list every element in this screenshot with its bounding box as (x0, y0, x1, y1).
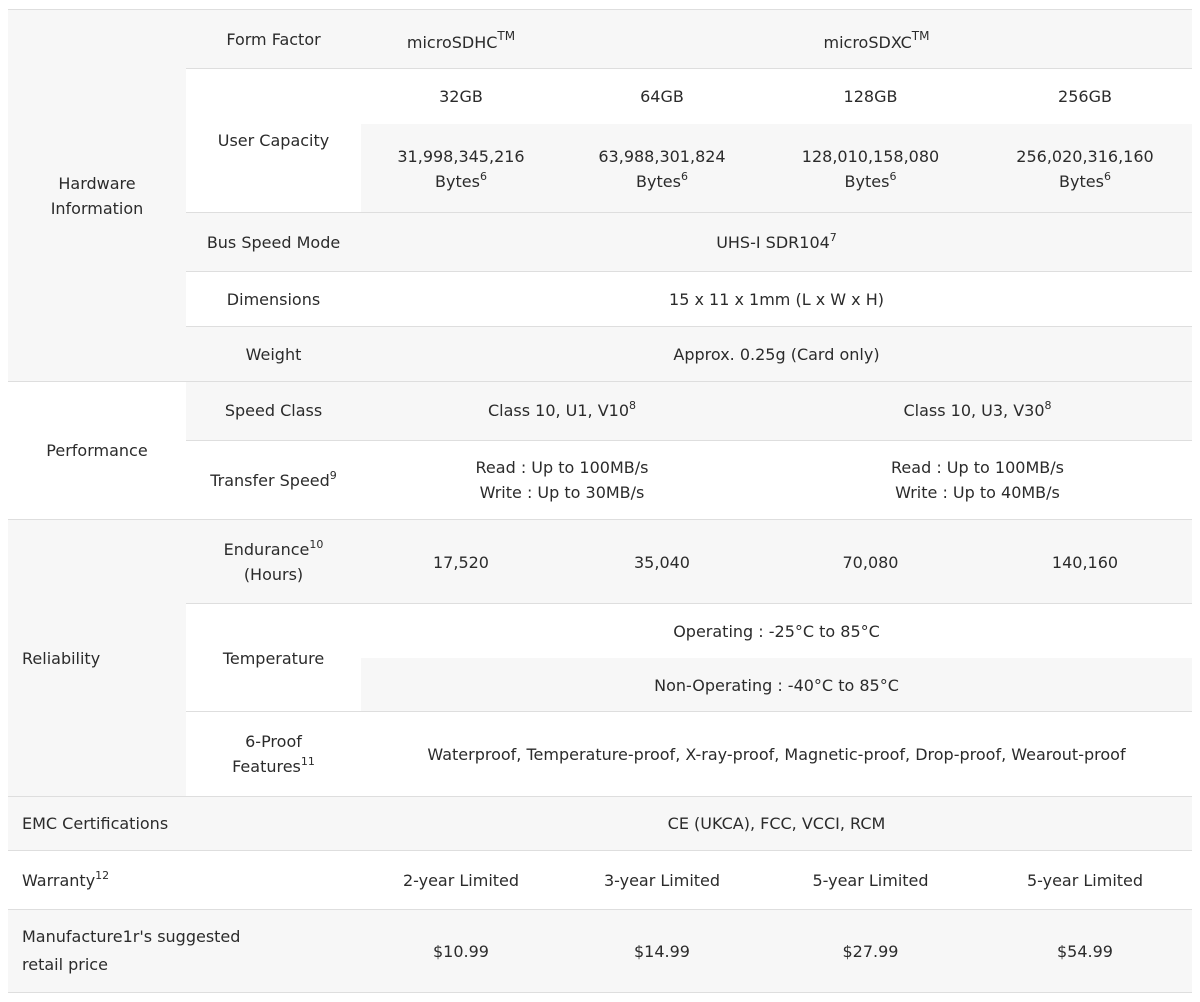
category-performance (8, 381, 186, 520)
capacity-size: 32GB (361, 69, 561, 124)
category-label: Hardware Information (50, 173, 144, 218)
form-factor-microsdhc: microSDHC™ (361, 10, 561, 69)
row-divider (8, 850, 1192, 851)
category-emc-certifications (8, 796, 361, 851)
row-label-user-capacity: User Capacity (186, 69, 361, 213)
price-value: $54.99 (978, 910, 1192, 992)
category-label: EMC Certifications (22, 814, 169, 833)
row-divider (186, 271, 1192, 272)
transfer-speed-microsdxc: Read : Up to 100MB/s Write : Up to 40MB/s (763, 440, 1192, 520)
warranty-value: 2-year Limited (361, 851, 561, 910)
row-divider (186, 326, 1192, 327)
category-label: Manufacture1r's suggested retail price (22, 927, 241, 974)
row-label-weight: Weight (186, 327, 361, 381)
row-divider (8, 519, 1192, 520)
row-label-temperature: Temperature (186, 604, 361, 712)
row-label-speed-class: Speed Class (186, 381, 361, 440)
row-divider (8, 796, 1192, 797)
emc-certifications-value: CE (UKCA), FCC, VCCI, RCM (361, 796, 1192, 851)
row-divider (186, 212, 1192, 213)
row-label-endurance: Endurance$^{10}$ (Hours) (186, 520, 361, 604)
warranty-value: 5-year Limited (763, 851, 978, 910)
price-value: $14.99 (561, 910, 763, 992)
category-reliability (8, 520, 186, 796)
category-label: Performance (46, 441, 148, 460)
row-divider (186, 603, 1192, 604)
form-factor-microsdxc: microSDXC™ (561, 10, 1192, 69)
row-label-6-proof-features: 6-Proof Features$^{11}$ (186, 712, 361, 796)
endurance-value: 140,160 (978, 520, 1192, 604)
capacity-bytes: 256,020,316,160 Bytes$^6$ (978, 124, 1192, 213)
speed-class-microsdxc: Class 10, U3, $V30^8$ (763, 381, 1192, 440)
category-warranty (8, 851, 361, 910)
weight-value: Approx. 0.25g (Card only) (361, 327, 1192, 381)
category-label: Reliability (22, 648, 101, 668)
row-label-bus-speed-mode: Bus Speed Mode (186, 213, 361, 272)
category-label: Warranty$^{12}$ (22, 869, 110, 890)
row-label-form-factor: Form Factor (186, 10, 361, 69)
category-suggested-retail-price (8, 910, 361, 992)
transfer-speed-microsdhc: Read : Up to 100MB/s Write : Up to 30MB/s (361, 440, 763, 520)
row-divider (186, 440, 1192, 441)
dimensions-value: 15 x 11 x 1mm (L x W x H) (361, 272, 1192, 327)
row-divider (8, 992, 1192, 993)
trademark-mark: TM (911, 29, 930, 43)
row-label-transfer-speed: Transfer Speed$^9$ (186, 440, 361, 520)
temperature-non-operating: Non-Operating : -40°C to 85°C (361, 658, 1192, 712)
capacity-size: 64GB (561, 69, 763, 124)
row-divider (8, 909, 1192, 910)
endurance-value: 35,040 (561, 520, 763, 604)
row-divider (8, 9, 1192, 10)
speed-class-microsdhc: Class 10, U1, $V10^8$ (361, 381, 763, 440)
category-hardware-information (8, 10, 186, 381)
capacity-size: 128GB (763, 69, 978, 124)
row-divider (186, 711, 1192, 712)
price-value: $27.99 (763, 910, 978, 992)
trademark-mark: TM (497, 29, 516, 43)
warranty-value: 3-year Limited (561, 851, 763, 910)
endurance-value: 70,080 (763, 520, 978, 604)
capacity-bytes: 63,988,301,824 Bytes$^6$ (561, 124, 763, 213)
capacity-size: 256GB (978, 69, 1192, 124)
endurance-value: 17,520 (361, 520, 561, 604)
bus-speed-value: UHS-I $SDR104^7$ (361, 213, 1192, 272)
row-label-dimensions: Dimensions (186, 272, 361, 327)
price-value: $10.99 (361, 910, 561, 992)
capacity-bytes: 31,998,345,216 Bytes$^6$ (361, 124, 561, 213)
row-divider (186, 68, 1192, 69)
row-divider (8, 381, 1192, 382)
temperature-operating: Operating : -25°C to 85°C (361, 604, 1192, 658)
capacity-bytes: 128,010,158,080 Bytes$^6$ (763, 124, 978, 213)
6-proof-features-value: Waterproof, Temperature-proof, X-ray-proof, Magnetic-proof, Drop-proof, Wearout-proof (361, 712, 1192, 796)
warranty-value: 5-year Limited (978, 851, 1192, 910)
